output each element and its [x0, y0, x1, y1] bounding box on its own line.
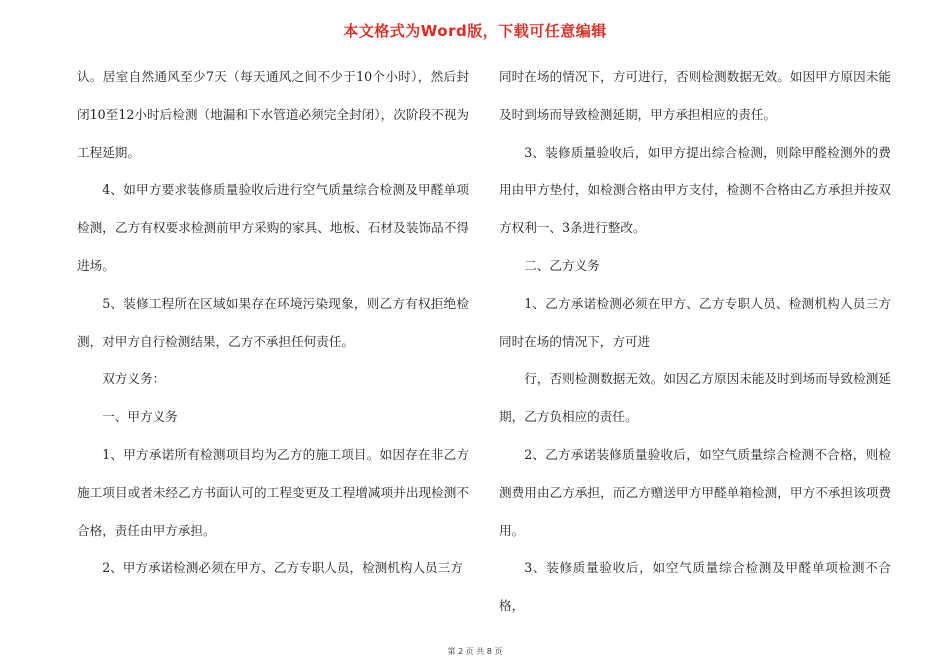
paragraph: 3、装修质量验收后，如空气质量综合检测及甲醛单项检测不合格， — [499, 560, 891, 614]
section-heading: 双方义务： — [102, 371, 166, 387]
paragraph: 1、乙方承诺检测必须在甲方、乙方专职人员、检测机构人员三方同时在场的情况下，方可进 — [499, 295, 891, 349]
paragraph: 1、甲方承诺所有检测项目均为乙方的施工项目。如因存在非乙方施工项目或者未经乙方书面认可的工程变更及工程增减项并出现检测不合格，责任由甲方承担。 — [77, 446, 469, 538]
section-heading: 一、甲方义务 — [102, 409, 178, 425]
paragraph: 行，否则检测数据无效。如因乙方原因未能及时到场而导致检测延期，乙方负相应的责任。 — [499, 371, 891, 425]
paragraph: 2、乙方承诺装修质量验收后，如空气质量综合检测不合格，则检测费用由乙方承担，而乙方赠送甲方甲醛单箱检测，甲方不承担该项费用。 — [499, 446, 891, 538]
paragraph: 同时在场的情况下，方可进行，否则检测数据无效。如因甲方原因未能及时到场而导致检测延期，甲方承担相应的责任。 — [499, 69, 891, 122]
page-number: 第 2 页 共 8 页 — [447, 647, 503, 656]
left-text-column — [77, 58, 469, 587]
paragraph: 5、装修工程所在区域如果存在环境污染现象，则乙方有权拒绝检测，对甲方自行检测结果，乙方不承担任何责任。 — [77, 295, 469, 349]
paragraph: 2、甲方承诺检测必须在甲方、乙方专职人员，检测机构人员三方 — [102, 560, 463, 576]
paragraph: 认。居室自然通风至少7天（每天通风之间不少于10个小时），然后封闭10至12小时后检测（地漏和下水管道必须完全封闭），次阶段不视为工程延期。 — [77, 69, 469, 160]
document-banner: 本文格式为Word版，下载可任意编辑 — [343, 22, 607, 40]
paragraph: 4、如甲方要求装修质量验收后进行空气质量综合检测及甲醛单项检测，乙方有权要求检测前甲方采购的家具、地板、石材及装饰品不得进场。 — [77, 182, 469, 273]
right-text-column — [499, 58, 891, 625]
section-heading: 二、乙方义务 — [524, 257, 600, 273]
paragraph: 3、装修质量验收后，如甲方提出综合检测，则除甲醛检测外的费用由甲方垫付，如检测合格由甲方支付，检测不合格由乙方承担并按双方权利一、3条进行整改。 — [499, 144, 891, 236]
